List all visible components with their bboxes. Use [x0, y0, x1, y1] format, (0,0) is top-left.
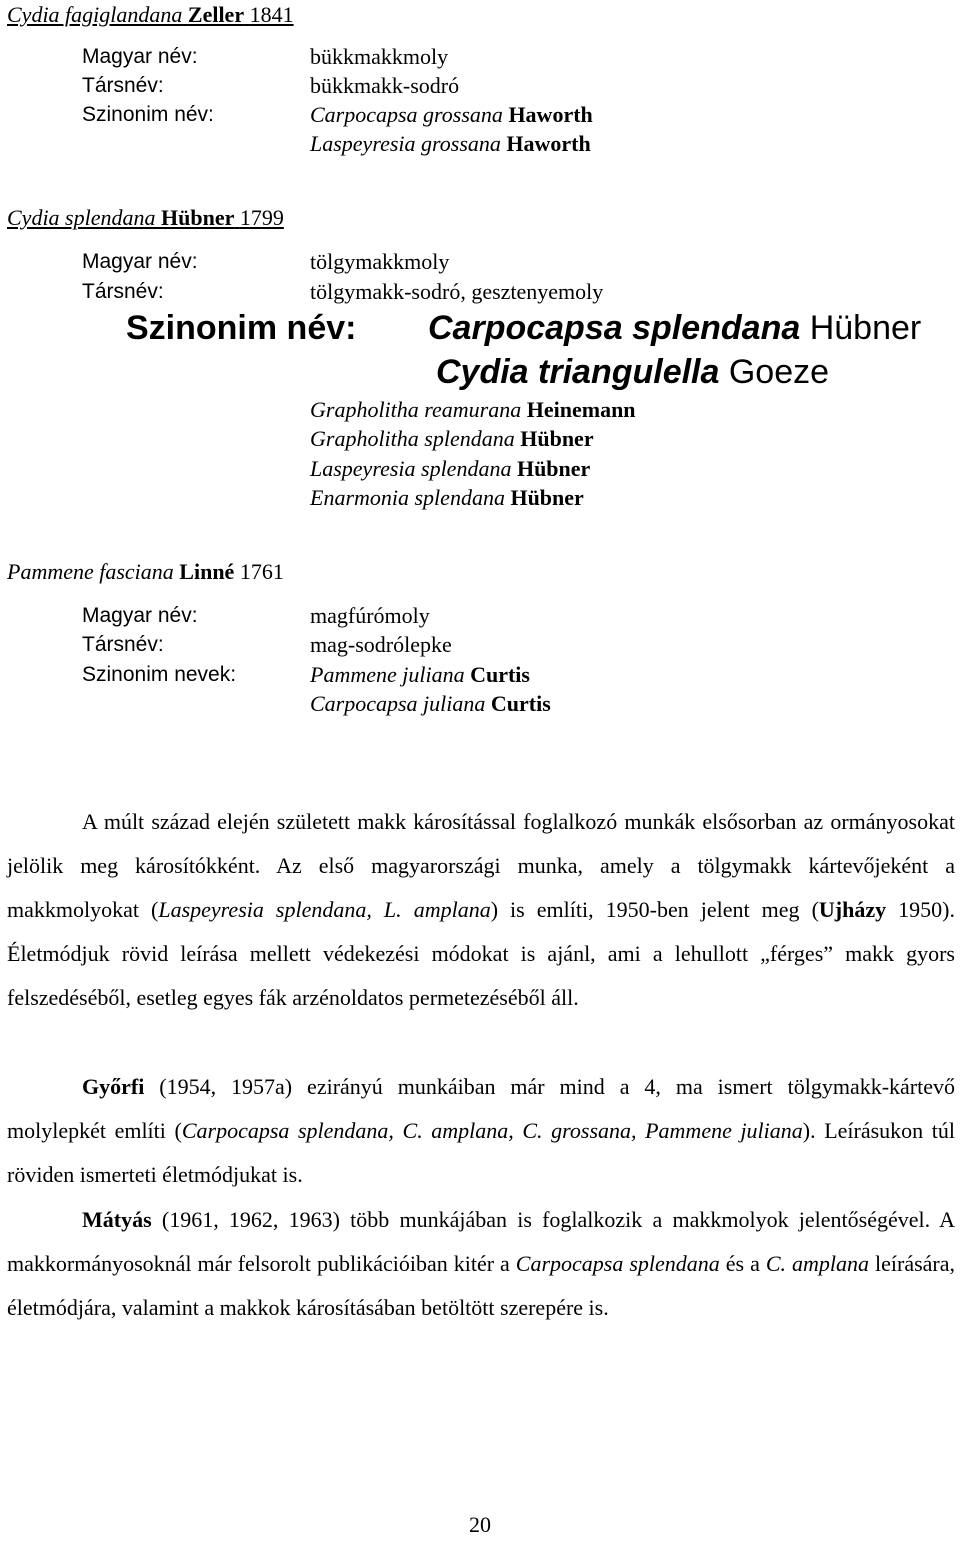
- synonym-name: Grapholitha splendana: [310, 426, 515, 451]
- text-run: (1961, 1962, 1963) több munkájában is foglalkozik a makkmolyok jelentőségével. A makkormányosoknál már felsorolt publikációiban kitér a: [7, 1207, 955, 1276]
- text-run-bold: Ujházy: [818, 897, 887, 922]
- species-year: 1841: [249, 2, 294, 27]
- text-run-bold: Győrfi: [82, 1074, 145, 1099]
- body-paragraph-3: [7, 1198, 955, 1330]
- szinonim-label: Szinonim név:: [82, 103, 214, 126]
- species-heading-1: [7, 0, 294, 29]
- species-heading-3: [7, 557, 284, 586]
- synonym-author: Curtis: [490, 691, 551, 716]
- synonym-author: Heinemann: [526, 397, 636, 422]
- tarsnev-value: mag-sodrólepke: [310, 632, 452, 657]
- species-name: Cydia fagiglandana: [7, 2, 183, 27]
- tarsnev-label: Társnév:: [82, 633, 164, 656]
- synonym-entry: [310, 424, 594, 453]
- species-author: Hübner: [161, 205, 235, 230]
- tarsnev-label: Társnév:: [82, 74, 164, 97]
- magyar-nev-label: Magyar név:: [82, 604, 198, 627]
- synonym-name: Carpocapsa splendana: [428, 309, 801, 347]
- synonym-entry: [310, 483, 584, 512]
- page-number: 20: [469, 1512, 491, 1537]
- synonym-name: Carpocapsa juliana: [310, 691, 486, 716]
- synonym-author: Haworth: [506, 131, 591, 156]
- synonym-name: Cydia triangulella: [436, 353, 720, 391]
- species-heading-2: [7, 203, 284, 232]
- synonym-name: Pammene juliana: [310, 662, 465, 687]
- synonym-entry: [310, 395, 636, 424]
- body-paragraph-1: [7, 800, 955, 1020]
- synonym-author: Curtis: [470, 662, 530, 687]
- magyar-nev-label: Magyar név:: [82, 250, 198, 273]
- text-run: (1954, 1957a) ezirányú munkáiban már mind a 4, ma ismert tölgymakk-kártevő molylepkét említi (: [7, 1074, 955, 1143]
- text-run: A múlt század elején született makk károsítással foglalkozó munkák elsősorban az ormányosokat jelölik meg károsítókként. Az első magyarországi munka, amely a tölgymakk kártevőjeként a makkmolyokat (: [7, 809, 955, 922]
- species-author: Zeller: [187, 2, 245, 27]
- species-year: 1761: [239, 559, 284, 584]
- species-name: Pammene fasciana: [7, 559, 174, 584]
- synonym-author: Haworth: [508, 102, 593, 127]
- text-run: ). Leírásukon túl röviden ismerteti életmódjukat is.: [7, 1118, 955, 1187]
- szinonim-label: Szinonim nevek:: [82, 663, 237, 686]
- synonym-name: Grapholitha reamurana: [310, 397, 522, 422]
- synonym-entry-large: [436, 352, 829, 392]
- text-run-italic: C. amplana: [765, 1251, 870, 1276]
- magyar-nev-value: tölgymakkmoly: [310, 249, 450, 274]
- synonym-author: Hübner: [520, 426, 594, 451]
- synonym-author: Hübner: [809, 309, 922, 347]
- synonym-author: Goeze: [728, 353, 830, 391]
- synonym-entry: [310, 689, 551, 718]
- synonym-author: Hübner: [516, 456, 591, 481]
- text-run-italic: Carpocapsa splendana: [515, 1251, 720, 1276]
- species-year: 1799: [239, 205, 284, 230]
- tarsnev-value: tölgymakk-sodró, gesztenyemoly: [310, 279, 604, 304]
- synonym-entry: [310, 454, 590, 483]
- text-run-italic: Carpocapsa splendana, C. amplana, C. grossana, Pammene juliana: [181, 1118, 803, 1143]
- text-run: és a: [719, 1251, 766, 1276]
- tarsnev-label: Társnév:: [82, 280, 164, 303]
- species-name: Cydia splendana: [7, 205, 156, 230]
- magyar-nev-label: Magyar név:: [82, 45, 198, 68]
- magyar-nev-value: bükkmakkmoly: [310, 44, 449, 69]
- synonym-name: Laspeyresia splendana: [310, 456, 512, 481]
- text-run: leírására, életmódjára, valamint a makkok károsításában betöltött szerepére is.: [7, 1251, 956, 1320]
- text-run: 1950). Életmódjuk rövid leírása mellett védekezési módokat is ajánl, ami a lehullott „férges” makk gyors felszedéséből, esetleg egyes fák arzénoldatos permetezéséből áll.: [7, 897, 956, 1010]
- synonym-entry-large: [428, 308, 921, 348]
- text-run-italic: amplana: [413, 897, 491, 922]
- text-run: [402, 897, 414, 922]
- synonym-entry: [310, 129, 591, 158]
- szinonim-label-large: Szinonim név:: [126, 309, 357, 347]
- synonym-entry: [310, 100, 593, 129]
- synonym-name: Laspeyresia grossana: [310, 131, 501, 156]
- synonym-name: Enarmonia splendana: [310, 485, 505, 510]
- text-run-bold: Mátyás: [82, 1207, 152, 1232]
- tarsnev-value: bükkmakk-sodró: [310, 73, 460, 98]
- body-paragraph-2: [7, 1065, 955, 1197]
- synonym-name: Carpocapsa grossana: [310, 102, 503, 127]
- synonym-author: Hübner: [510, 485, 584, 510]
- text-run: ) is említi, 1950-ben jelent meg (: [490, 897, 819, 922]
- text-run-italic: Laspeyresia splendana, L.: [158, 897, 402, 922]
- synonym-entry: [310, 660, 530, 689]
- magyar-nev-value: magfúrómoly: [310, 603, 430, 628]
- species-author: Linné: [179, 559, 235, 584]
